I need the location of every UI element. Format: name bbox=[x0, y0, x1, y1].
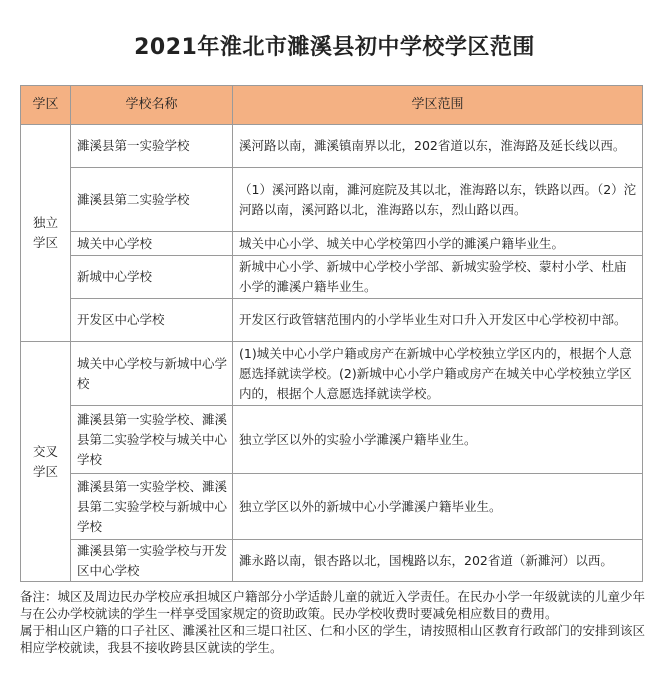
region-cell-cross bbox=[21, 342, 71, 582]
table-header-row bbox=[21, 86, 643, 125]
table-row bbox=[21, 168, 643, 232]
scope-cell: 城关中心小学、城关中心学校第四小学的濉溪户籍毕业生。 bbox=[233, 232, 643, 256]
region-label: 独立 学区 bbox=[32, 215, 58, 250]
region-cell-independent bbox=[21, 125, 71, 342]
table-row bbox=[21, 406, 643, 474]
scope-cell: 新城中心小学、新城中心学校小学部、新城实验学校、蒙村小学、杜庙小学的濉溪户籍毕业生。 bbox=[233, 256, 643, 299]
district-table bbox=[20, 85, 643, 582]
school-cell: 濉溪县第二实验学校 bbox=[71, 168, 233, 232]
header-scope: 学区范围 bbox=[233, 86, 643, 125]
school-cell: 城关中心学校与新城中心学校 bbox=[71, 342, 233, 406]
scope-cell: 开发区行政管辖范围内的小学毕业生对口升入开发区中心学校初中部。 bbox=[233, 299, 643, 342]
note-paragraph: 属于相山区户籍的口子社区、濉溪社区和三堤口社区、仁和小区的学生，请按照相山区教育行政部门的安排到该区相应学校就读，我县不接收跨县区就读的学生。 bbox=[20, 623, 646, 655]
school-cell: 濉溪县第一实验学校、濉溪县第二实验学校与新城中心学校 bbox=[71, 474, 233, 540]
table-row bbox=[21, 256, 643, 299]
scope-cell: （1）溪河路以南，濉河庭院及其以北，淮海路以东，铁路以西。（2）沱河路以南，溪河路以北，淮海路以东，烈山路以西。 bbox=[233, 168, 643, 232]
school-cell: 濉溪县第一实验学校、濉溪县第二实验学校与城关中心学校 bbox=[71, 406, 233, 474]
scope-cell: 独立学区以外的实验小学濉溪户籍毕业生。 bbox=[233, 406, 643, 474]
header-school: 学校名称 bbox=[71, 86, 233, 125]
note-paragraph: 备注：城区及周边民办学校应承担城区户籍部分小学适龄儿童的就近入学责任。在民办小学一年级就读的儿童少年与在公办学校就读的学生一样享受国家规定的资助政策。民办学校收费时要减免相应数目的费用。 bbox=[20, 589, 646, 621]
school-cell: 新城中心学校 bbox=[71, 256, 233, 299]
scope-cell: (1)城关中心小学户籍或房产在新城中心学校独立学区内的，根据个人意愿选择就读学校。(2)新城中心小学户籍或房产在城关中心学校独立学区内的，根据个人意愿选择就读学校。 bbox=[233, 342, 643, 406]
school-cell: 濉溪县第一实验学校 bbox=[71, 125, 233, 168]
scope-cell: 溪河路以南，濉溪镇南界以北，202省道以东，淮海路及延长线以西。 bbox=[233, 125, 643, 168]
table-row bbox=[21, 342, 643, 406]
scope-cell: 濉永路以南，银杏路以北，国槐路以东，202省道（新濉河）以西。 bbox=[233, 540, 643, 582]
table-row bbox=[21, 232, 643, 256]
school-cell: 城关中心学校 bbox=[71, 232, 233, 256]
table-row bbox=[21, 474, 643, 540]
region-label: 交叉 学区 bbox=[32, 443, 58, 479]
table-row bbox=[21, 540, 643, 582]
header-region: 学区 bbox=[21, 86, 71, 125]
school-cell: 濉溪县第一实验学校与开发区中心学校 bbox=[71, 540, 233, 582]
school-cell: 开发区中心学校 bbox=[71, 299, 233, 342]
scope-cell: 独立学区以外的新城中心小学濉溪户籍毕业生。 bbox=[233, 474, 643, 540]
page-title: 2021年淮北市濉溪县初中学校学区范围 bbox=[134, 35, 535, 60]
table-row bbox=[21, 125, 643, 168]
notes bbox=[20, 588, 650, 656]
table-row bbox=[21, 299, 643, 342]
